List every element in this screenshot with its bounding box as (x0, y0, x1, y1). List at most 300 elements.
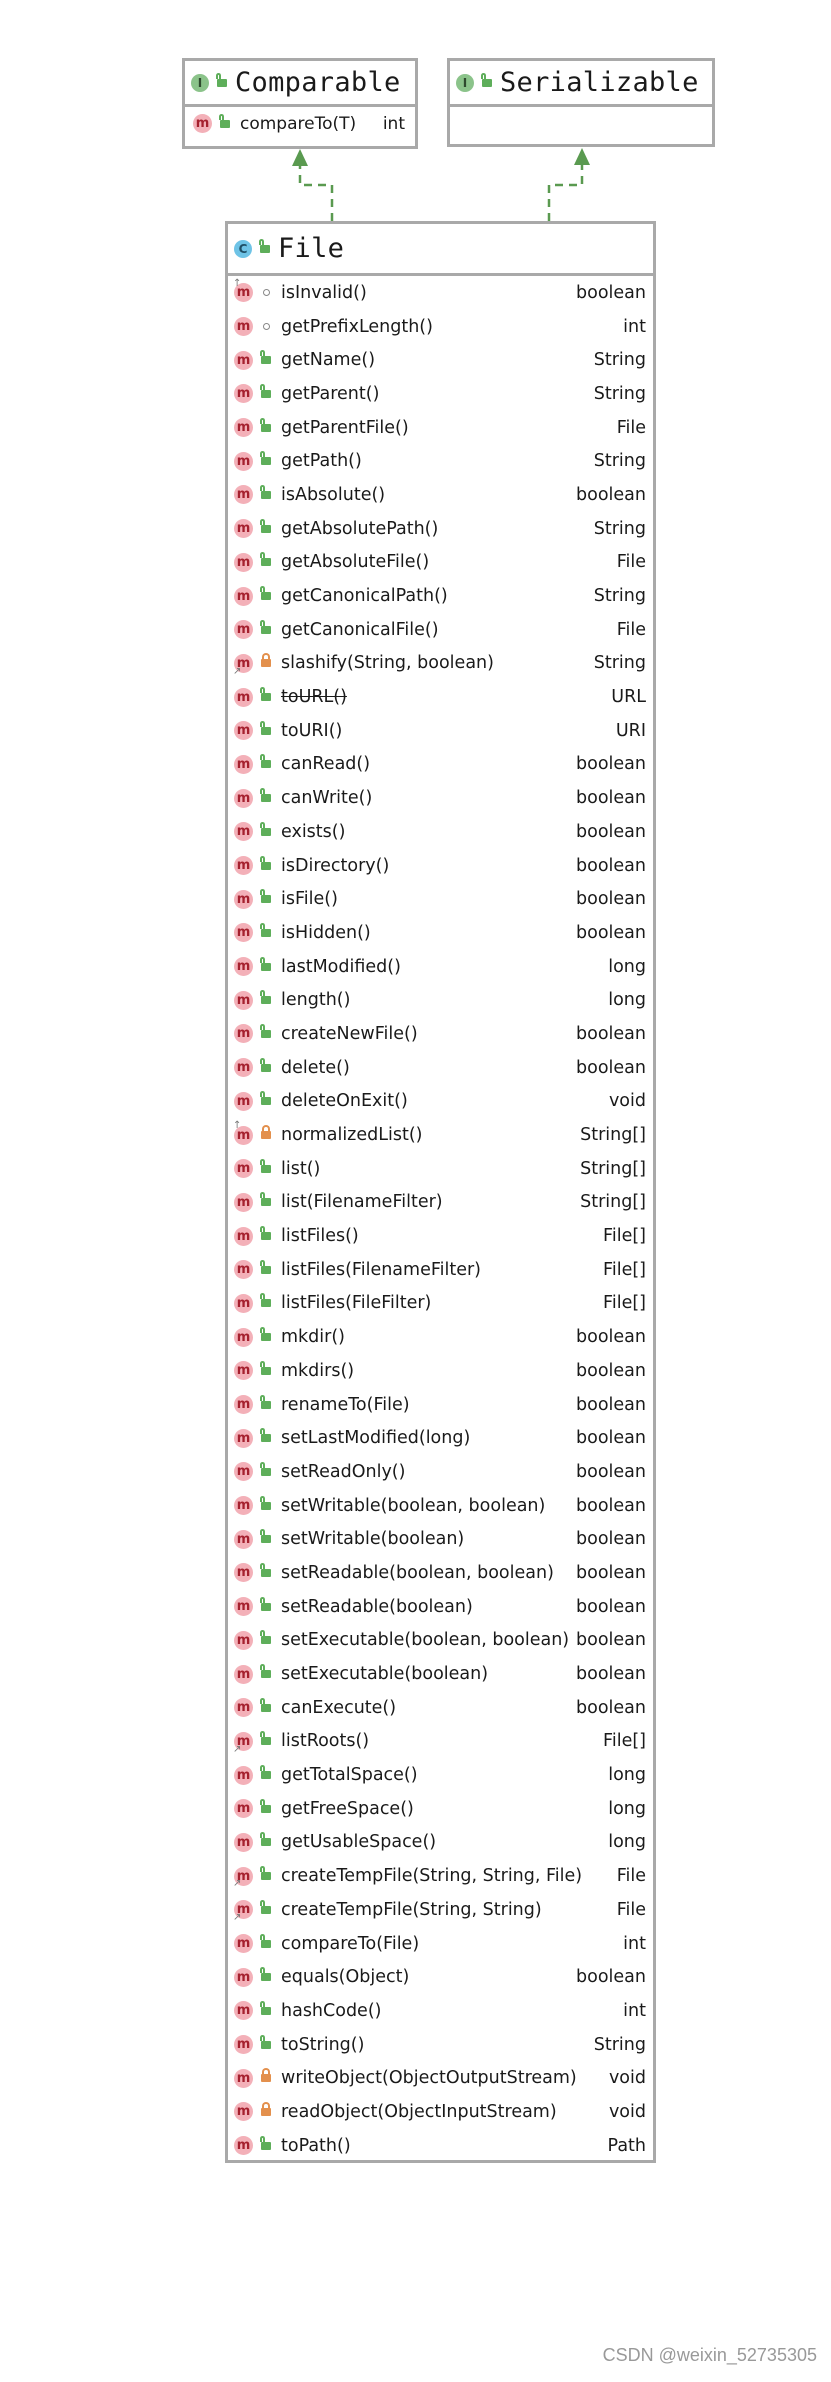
method-row[interactable] (228, 478, 653, 512)
method-name: deleteOnExit() (281, 1091, 408, 1112)
method-row[interactable] (228, 2095, 653, 2129)
public-visibility-icon (261, 1266, 271, 1274)
method-row[interactable] (228, 579, 653, 613)
method-return-type: boolean (576, 282, 646, 303)
method-icon: m (234, 789, 253, 808)
public-visibility-icon (261, 929, 271, 937)
method-icon: m (234, 1597, 253, 1616)
method-name: list() (281, 1158, 321, 1179)
method-name: getParent() (281, 383, 380, 404)
method-row[interactable] (228, 1219, 653, 1253)
method-icon: m (234, 1867, 253, 1886)
method-icon: m (234, 2001, 253, 2020)
public-visibility-icon (261, 1973, 271, 1981)
method-return-type: File (616, 1899, 646, 1920)
private-visibility-icon (261, 2108, 271, 2116)
method-name: setWritable(boolean) (281, 1529, 465, 1550)
method-icon: m (234, 1530, 253, 1549)
public-visibility-icon (261, 895, 271, 903)
method-name: setReadable(boolean, boolean) (281, 1562, 554, 1583)
method-return-type: boolean (576, 1428, 646, 1449)
method-row[interactable] (228, 1320, 653, 1354)
method-name: getName() (281, 350, 376, 371)
method-name: isInvalid() (281, 282, 367, 303)
method-return-type: boolean (576, 484, 646, 505)
method-return-type: File[] (603, 1259, 646, 1280)
method-return-type: int (623, 1933, 646, 1954)
method-return-type: boolean (576, 1630, 646, 1651)
method-name: toURI() (281, 720, 343, 741)
method-icon: m (234, 283, 253, 302)
method-icon: m (234, 1294, 253, 1313)
method-return-type: boolean (576, 821, 646, 842)
method-name: getAbsolutePath() (281, 518, 439, 539)
method-row[interactable] (228, 1725, 653, 1759)
public-visibility-icon (261, 1232, 271, 1240)
method-icon: m (234, 351, 253, 370)
method-return-type: String (593, 383, 646, 404)
package-visibility-icon (263, 323, 270, 330)
method-icon: m (234, 957, 253, 976)
method-row[interactable] (228, 276, 653, 310)
method-return-type: boolean (576, 922, 646, 943)
method-row[interactable] (228, 1455, 653, 1489)
method-name: getPrefixLength() (281, 316, 433, 337)
public-visibility-icon (261, 1838, 271, 1846)
method-icon: m (193, 114, 212, 133)
method-icon: m (234, 2136, 253, 2155)
public-visibility-icon (261, 760, 271, 768)
method-icon: m (234, 822, 253, 841)
method-icon: m (234, 1900, 253, 1919)
public-visibility-icon (261, 727, 271, 735)
method-return-type: File (616, 417, 646, 438)
public-visibility-icon (261, 1367, 271, 1375)
method-name: getPath() (281, 451, 362, 472)
public-visibility-icon (261, 1771, 271, 1779)
method-row[interactable] (228, 1489, 653, 1523)
override-marker-icon: ↑ (233, 278, 242, 289)
method-icon: m (234, 1934, 253, 1953)
method-row[interactable] (228, 1590, 653, 1624)
method-row[interactable] (228, 1118, 653, 1152)
method-icon: m (234, 755, 253, 774)
method-return-type: String (593, 350, 646, 371)
arrowhead-serializable (574, 148, 590, 165)
method-return-type: boolean (576, 1529, 646, 1550)
method-return-type: int (623, 316, 646, 337)
method-return-type: void (608, 2068, 646, 2089)
method-row[interactable] (228, 748, 653, 782)
public-visibility-icon (261, 1333, 271, 1341)
method-name: canExecute() (281, 1697, 397, 1718)
method-icon: m (234, 485, 253, 504)
method-row[interactable] (228, 613, 653, 647)
method-name: canRead() (281, 754, 371, 775)
method-return-type: void (608, 2101, 646, 2122)
method-return-type: String[] (580, 1192, 646, 1213)
method-name: listRoots() (281, 1731, 370, 1752)
method-icon: m (234, 721, 253, 740)
method-name: isFile() (281, 889, 338, 910)
public-visibility-icon (261, 626, 271, 634)
method-return-type: boolean (576, 788, 646, 809)
method-name: mkdirs() (281, 1360, 355, 1381)
method-icon: m (234, 1395, 253, 1414)
method-row[interactable] (228, 1522, 653, 1556)
method-row[interactable] (228, 2129, 653, 2163)
interface-title: Comparable (235, 67, 401, 98)
method-return-type: boolean (576, 1697, 646, 1718)
method-row[interactable] (228, 849, 653, 883)
method-name: compareTo(File) (281, 1933, 420, 1954)
member-name: compareTo(T) (240, 113, 357, 134)
method-icon: m (234, 654, 253, 673)
method-name: createTempFile(String, String, File) (281, 1866, 583, 1887)
method-name: getTotalSpace() (281, 1765, 418, 1786)
method-icon: m (234, 923, 253, 942)
method-name: equals(Object) (281, 1967, 410, 1988)
method-icon: m (234, 688, 253, 707)
method-icon: m (234, 1024, 253, 1043)
method-row[interactable] (228, 781, 653, 815)
method-row[interactable] (228, 546, 653, 580)
public-visibility-icon (261, 828, 271, 836)
method-icon: m (234, 1328, 253, 1347)
override-marker-icon: ↑ (233, 1120, 242, 1132)
public-visibility-icon (261, 457, 271, 465)
public-visibility-icon (261, 794, 271, 802)
method-row[interactable] (228, 983, 653, 1017)
method-name: getAbsoluteFile() (281, 552, 430, 573)
method-row[interactable] (228, 1017, 653, 1051)
public-visibility-icon (261, 1198, 271, 1206)
method-row[interactable] (228, 1253, 653, 1287)
method-icon: m (234, 384, 253, 403)
method-name: lastModified() (281, 956, 401, 977)
public-visibility-icon (261, 996, 271, 1004)
method-name: mkdir() (281, 1327, 346, 1348)
public-visibility-icon (261, 2142, 271, 2150)
method-icon: m (234, 1159, 253, 1178)
method-name: isHidden() (281, 922, 371, 943)
method-return-type: boolean (576, 1596, 646, 1617)
method-name: isAbsolute() (281, 484, 386, 505)
method-row[interactable] (228, 882, 653, 916)
static-marker-icon: ↗ (233, 1878, 242, 1890)
method-icon: m (234, 2035, 253, 2054)
method-icon: m (234, 1799, 253, 1818)
watermark: CSDN @weixin_52735305 (602, 2345, 817, 2365)
public-visibility-icon (261, 390, 271, 398)
public-visibility-icon (261, 356, 271, 364)
public-visibility-icon (261, 558, 271, 566)
public-visibility-icon (261, 1670, 271, 1678)
method-name: getParentFile() (281, 417, 409, 438)
public-visibility-icon (261, 1805, 271, 1813)
method-name: listFiles(FilenameFilter) (281, 1259, 482, 1280)
method-return-type: boolean (576, 1562, 646, 1583)
public-visibility-icon (260, 245, 270, 253)
method-return-type: File[] (603, 1731, 646, 1752)
method-name: toPath() (281, 2135, 351, 2156)
method-name: toURL() (281, 687, 347, 708)
method-name: setLastModified(long) (281, 1428, 471, 1449)
method-name: listFiles() (281, 1226, 359, 1247)
method-icon: m (234, 1631, 253, 1650)
public-visibility-icon (261, 1603, 271, 1611)
method-row[interactable] (228, 1421, 653, 1455)
method-icon: m (234, 452, 253, 471)
method-row[interactable] (228, 1927, 653, 1961)
method-name: setReadable(boolean) (281, 1596, 473, 1617)
method-row[interactable] (228, 1657, 653, 1691)
method-icon: m (234, 1968, 253, 1987)
method-return-type: long (608, 1765, 646, 1786)
method-name: getCanonicalFile() (281, 619, 439, 640)
method-name: getCanonicalPath() (281, 586, 448, 607)
method-return-type: String (593, 2034, 646, 2055)
method-name: listFiles(FileFilter) (281, 1293, 432, 1314)
method-name: isDirectory() (281, 855, 390, 876)
method-row[interactable] (228, 377, 653, 411)
method-icon: m (234, 1260, 253, 1279)
method-return-type: Path (607, 2135, 646, 2156)
method-row[interactable] (228, 2061, 653, 2095)
method-return-type: String (593, 451, 646, 472)
method-return-type: String (593, 586, 646, 607)
method-icon: m (234, 1429, 253, 1448)
method-row[interactable] (228, 1758, 653, 1792)
method-row[interactable] (228, 1287, 653, 1321)
method-row[interactable] (228, 1388, 653, 1422)
public-visibility-icon (261, 592, 271, 600)
method-icon: m (234, 1193, 253, 1212)
method-return-type: URI (615, 720, 646, 741)
interface-icon: I (191, 74, 209, 92)
method-row[interactable] (228, 2028, 653, 2062)
public-visibility-icon (261, 963, 271, 971)
method-row[interactable] (228, 1826, 653, 1860)
method-return-type: String (593, 653, 646, 674)
public-visibility-icon (261, 2041, 271, 2049)
public-visibility-icon (261, 1737, 271, 1745)
static-marker-icon: ↗ (233, 1912, 242, 1923)
method-row[interactable] (228, 1893, 653, 1927)
method-return-type: int (623, 2000, 646, 2021)
method-name: createTempFile(String, String) (281, 1899, 542, 1920)
method-name: canWrite() (281, 788, 373, 809)
method-row[interactable] (228, 512, 653, 546)
method-row[interactable] (228, 1085, 653, 1119)
method-row[interactable] (228, 1960, 653, 1994)
method-row[interactable] (228, 1624, 653, 1658)
public-visibility-icon (261, 1030, 271, 1038)
static-marker-icon: ↗ (233, 665, 242, 677)
public-visibility-icon (261, 1401, 271, 1409)
public-visibility-icon (261, 1636, 271, 1644)
method-icon: m (234, 2102, 253, 2121)
method-name: exists() (281, 821, 346, 842)
method-icon: m (234, 553, 253, 572)
class-file[interactable] (225, 221, 656, 2163)
method-row[interactable] (228, 815, 653, 849)
method-name: list(FilenameFilter) (281, 1192, 443, 1213)
private-visibility-icon (261, 2074, 271, 2082)
method-name: renameTo(File) (281, 1394, 410, 1415)
private-visibility-icon (261, 659, 271, 667)
method-row[interactable] (228, 1186, 653, 1220)
method-name: setWritable(boolean, boolean) (281, 1495, 546, 1516)
method-icon: m (234, 418, 253, 437)
public-visibility-icon (261, 1064, 271, 1072)
method-row[interactable] (228, 343, 653, 377)
public-visibility-icon (261, 1097, 271, 1105)
public-visibility-icon (261, 2007, 271, 2015)
method-name: getFreeSpace() (281, 1798, 414, 1819)
implements-connectors (0, 0, 831, 240)
method-name: getUsableSpace() (281, 1832, 437, 1853)
method-name: setExecutable(boolean, boolean) (281, 1630, 570, 1651)
method-icon: m (234, 1496, 253, 1515)
method-return-type: long (608, 990, 646, 1011)
method-name: slashify(String, boolean) (281, 653, 494, 674)
method-row[interactable] (228, 950, 653, 984)
method-return-type: void (608, 1091, 646, 1112)
method-row[interactable] (228, 1691, 653, 1725)
method-icon: m (234, 1227, 253, 1246)
method-return-type: String[] (580, 1158, 646, 1179)
method-return-type: long (608, 1832, 646, 1853)
public-visibility-icon (261, 1468, 271, 1476)
class-icon: C (234, 240, 252, 258)
method-row[interactable] (228, 647, 653, 681)
public-visibility-icon (261, 693, 271, 701)
method-icon: m (234, 890, 253, 909)
method-return-type: boolean (576, 1327, 646, 1348)
method-return-type: boolean (576, 1967, 646, 1988)
method-icon: m (234, 317, 253, 336)
method-name: length() (281, 990, 351, 1011)
method-row[interactable] (228, 1354, 653, 1388)
public-visibility-icon (261, 862, 271, 870)
method-row[interactable] (228, 680, 653, 714)
method-row[interactable] (228, 1859, 653, 1893)
method-name: createNewFile() (281, 1023, 418, 1044)
method-icon: m (234, 1126, 253, 1145)
method-return-type: boolean (576, 1394, 646, 1415)
public-visibility-icon (261, 1502, 271, 1510)
method-icon: m (234, 1563, 253, 1582)
interface-icon: I (456, 74, 474, 92)
method-row[interactable] (228, 1556, 653, 1590)
method-return-type: boolean (576, 1360, 646, 1381)
method-icon: m (234, 1766, 253, 1785)
method-name: writeObject(ObjectOutputStream) (281, 2068, 577, 2089)
method-return-type: File (616, 619, 646, 640)
public-visibility-icon (261, 1872, 271, 1880)
public-visibility-icon (261, 1569, 271, 1577)
method-name: setExecutable(boolean) (281, 1664, 489, 1685)
method-icon: m (234, 519, 253, 538)
method-return-type: File[] (603, 1226, 646, 1247)
method-return-type: URL (611, 687, 646, 708)
private-visibility-icon (261, 1131, 271, 1139)
public-visibility-icon (261, 1535, 271, 1543)
method-list (228, 276, 653, 2163)
public-visibility-icon (261, 525, 271, 533)
class-header (228, 224, 653, 276)
static-marker-icon: ↗ (233, 1743, 242, 1755)
method-return-type: File[] (603, 1293, 646, 1314)
public-visibility-icon (261, 1906, 271, 1914)
method-icon: m (234, 991, 253, 1010)
method-icon: m (234, 1058, 253, 1077)
method-row[interactable] (228, 310, 653, 344)
method-icon: m (234, 1833, 253, 1852)
public-visibility-icon (261, 424, 271, 432)
method-name: hashCode() (281, 2000, 382, 2021)
method-icon: m (234, 587, 253, 606)
method-icon: m (234, 2069, 253, 2088)
method-name: normalizedList() (281, 1125, 423, 1146)
public-visibility-icon (261, 491, 271, 499)
method-return-type: boolean (576, 889, 646, 910)
method-row[interactable] (228, 411, 653, 445)
public-visibility-icon (261, 1434, 271, 1442)
interface-title: Serializable (500, 67, 699, 98)
method-icon: m (234, 856, 253, 875)
public-visibility-icon (261, 1165, 271, 1173)
method-icon: m (234, 1462, 253, 1481)
method-icon: m (234, 1361, 253, 1380)
method-return-type: File (616, 1866, 646, 1887)
method-row[interactable] (228, 714, 653, 748)
connector-comparable (300, 158, 332, 221)
method-return-type: long (608, 1798, 646, 1819)
method-name: readObject(ObjectInputStream) (281, 2101, 557, 2122)
method-icon: m (234, 620, 253, 639)
method-return-type: boolean (576, 1664, 646, 1685)
member-type: int (382, 113, 405, 134)
method-name: setReadOnly() (281, 1461, 406, 1482)
method-return-type: boolean (576, 1057, 646, 1078)
connector-serializable (549, 157, 582, 221)
method-return-type: long (608, 956, 646, 977)
method-row[interactable] (228, 444, 653, 478)
arrowhead-comparable (292, 149, 308, 166)
class-title: File (278, 233, 345, 264)
method-return-type: File (616, 552, 646, 573)
method-row[interactable] (228, 1994, 653, 2028)
method-return-type: boolean (576, 1461, 646, 1482)
method-row[interactable] (228, 1792, 653, 1826)
method-name: delete() (281, 1057, 350, 1078)
method-icon: m (234, 1732, 253, 1751)
method-row[interactable] (228, 1152, 653, 1186)
method-return-type: boolean (576, 1023, 646, 1044)
package-visibility-icon (263, 289, 270, 296)
method-return-type: boolean (576, 1495, 646, 1516)
public-visibility-icon (261, 1704, 271, 1712)
method-name: toString() (281, 2034, 365, 2055)
method-icon: m (234, 1698, 253, 1717)
method-return-type: String (593, 518, 646, 539)
method-row[interactable] (228, 916, 653, 950)
public-visibility-icon (261, 1940, 271, 1948)
method-return-type: boolean (576, 855, 646, 876)
method-row[interactable] (228, 1051, 653, 1085)
